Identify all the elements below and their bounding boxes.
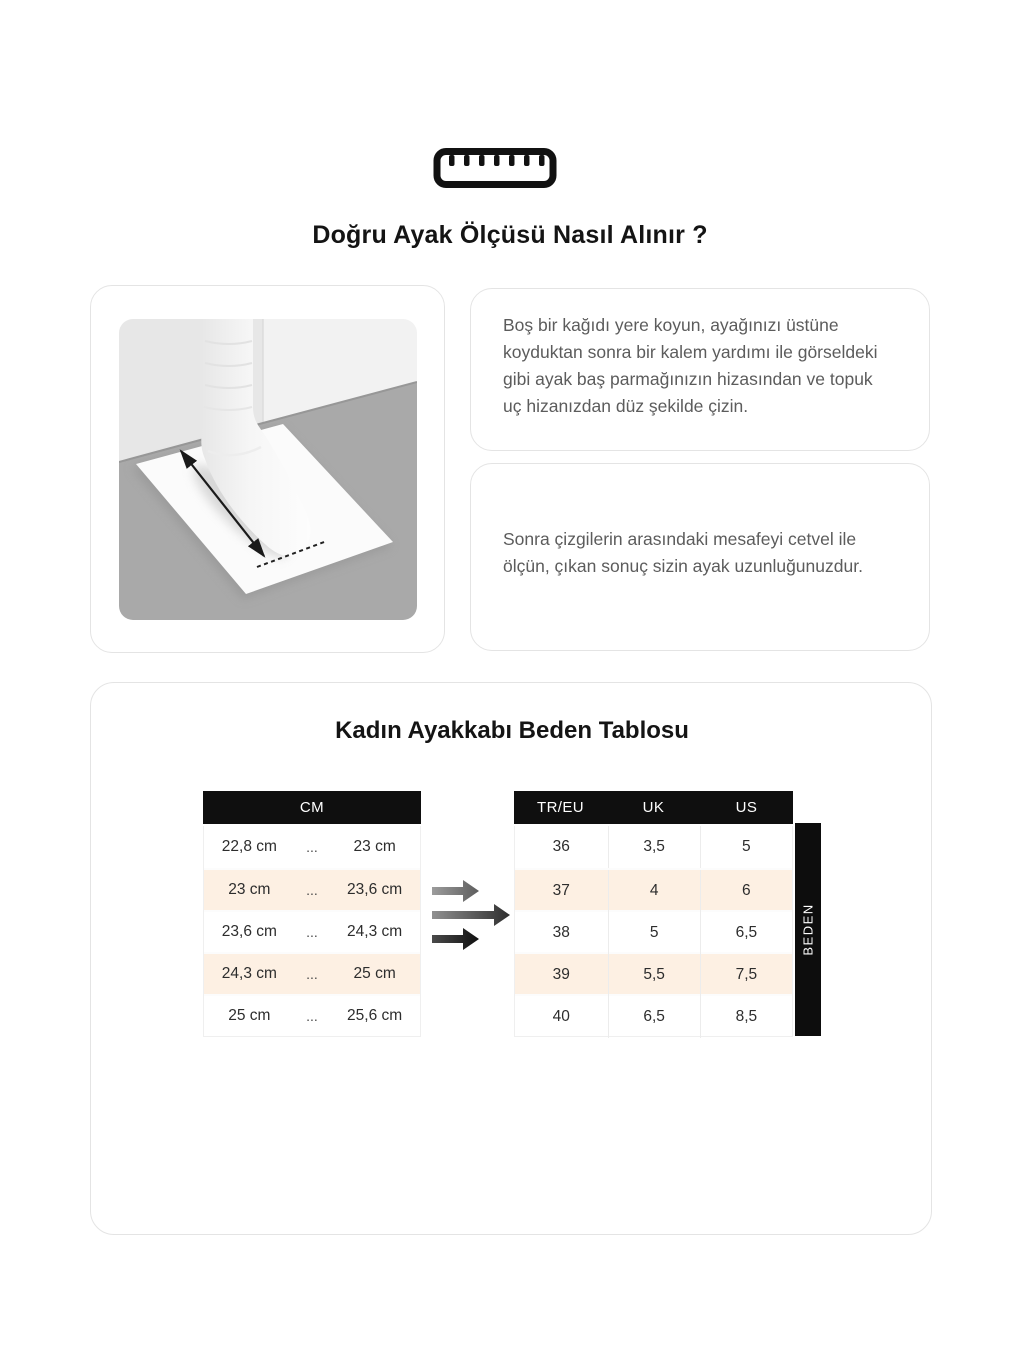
col-header-tr-eu: TR/EU <box>537 799 584 816</box>
cm-table-row <box>204 868 420 910</box>
cm-table-header: CM <box>203 791 421 824</box>
intl-table-row <box>515 994 792 1036</box>
col-header-uk: UK <box>642 799 665 816</box>
ruler-icon <box>433 147 557 189</box>
col-header-us: US <box>735 799 758 816</box>
instruction-step2-card <box>470 463 930 651</box>
page-title: Doğru Ayak Ölçüsü Nasıl Alınır ? <box>312 221 708 249</box>
intl-table-header <box>514 791 793 824</box>
size-us: 8,5 <box>700 996 792 1038</box>
cm-min: 23 cm <box>228 881 271 898</box>
cm-max: 25 cm <box>353 965 396 982</box>
intl-size-table <box>514 791 793 1037</box>
cm-max: 24,3 cm <box>347 923 403 940</box>
size-us: 6 <box>700 870 792 912</box>
size-uk: 6,5 <box>608 996 700 1038</box>
transfer-arrows-icon <box>432 879 514 951</box>
cm-table-row <box>204 826 420 868</box>
size-uk: 5,5 <box>608 954 700 996</box>
beden-label: BEDEN <box>800 903 816 956</box>
size-tr-eu: 40 <box>552 1008 570 1025</box>
size-tr-eu: 39 <box>552 966 570 983</box>
range-dots: ... <box>306 966 318 982</box>
range-dots: ... <box>306 924 318 940</box>
cm-min: 24,3 cm <box>221 965 277 982</box>
intl-table-row <box>515 952 792 994</box>
size-uk: 5 <box>608 912 700 954</box>
size-tr-eu: 38 <box>552 924 570 941</box>
cm-table <box>203 791 421 1037</box>
size-chart-title: Kadın Ayakkabı Beden Tablosu <box>335 717 689 744</box>
intl-table-row <box>515 826 792 868</box>
intl-table-row <box>515 910 792 952</box>
cm-min: 23,6 cm <box>221 923 277 940</box>
beden-vertical-bar <box>795 823 821 1036</box>
range-dots: ... <box>306 839 318 855</box>
size-uk: 4 <box>608 870 700 912</box>
cm-table-row <box>204 910 420 952</box>
instruction-step2-text: Sonra çizgilerin arasındaki mesafeyi cetvel ile ölçün, çıkan sonuç sizin ayak uzunluğunuzdur. <box>503 529 863 576</box>
size-tr-eu: 37 <box>552 882 570 899</box>
cm-max: 23 cm <box>353 838 396 855</box>
cm-min: 25 cm <box>228 1007 271 1024</box>
size-us: 7,5 <box>700 954 792 996</box>
intl-table-row <box>515 868 792 910</box>
size-tr-eu: 36 <box>552 838 570 855</box>
foot-measurement-image <box>119 319 417 620</box>
size-us: 6,5 <box>700 912 792 954</box>
cm-table-row <box>204 952 420 994</box>
size-uk: 3,5 <box>608 826 700 868</box>
cm-min: 22,8 cm <box>221 838 277 855</box>
measurement-photo-card <box>90 285 445 653</box>
instruction-step1-text: Boş bir kağıdı yere koyun, ayağınızı üstüne koyduktan sonra bir kalem yardımı ile görseldeki gibi ayak baş parmağınızın hizasından ve topuk uç hizanızdan düz şekilde çizin. <box>503 315 878 416</box>
size-us: 5 <box>700 826 792 868</box>
range-dots: ... <box>306 882 318 898</box>
cm-table-row <box>204 994 420 1036</box>
instruction-step1-card <box>470 288 930 451</box>
cm-max: 25,6 cm <box>347 1007 403 1024</box>
cm-max: 23,6 cm <box>347 881 403 898</box>
range-dots: ... <box>306 1008 318 1024</box>
size-chart-card <box>90 682 932 1235</box>
